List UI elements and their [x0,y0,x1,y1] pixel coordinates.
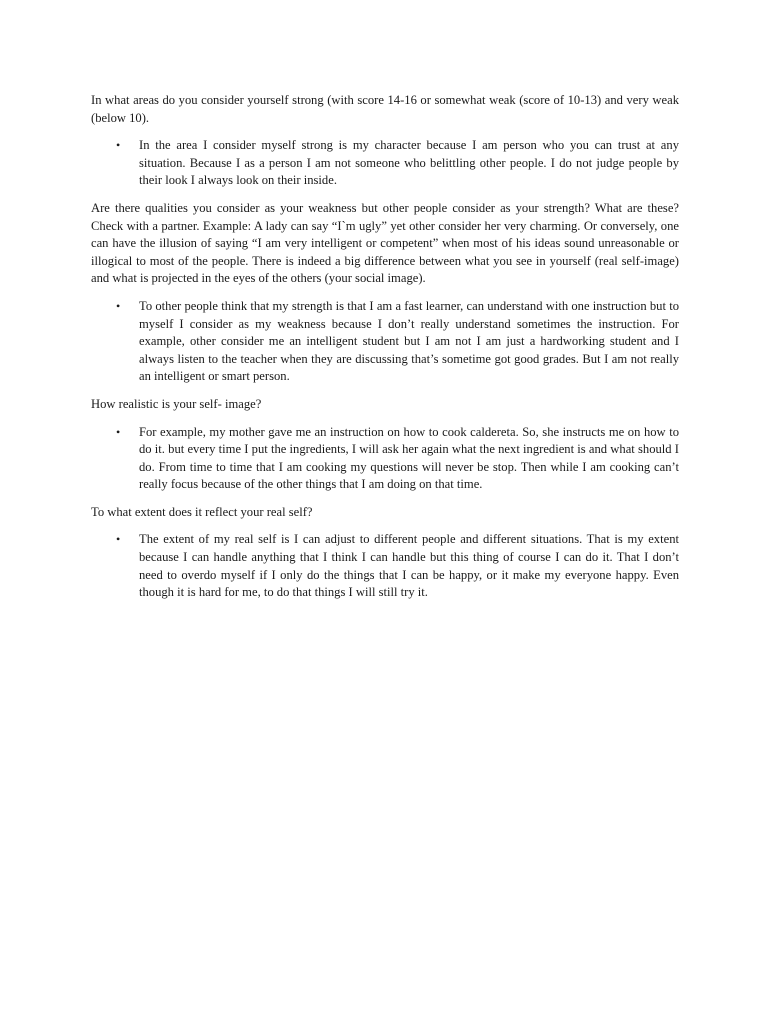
bullet-icon: • [116,298,121,313]
answer-item [91,531,679,601]
document-page [91,92,679,612]
answer-list [91,137,679,190]
answer-text: To other people think that my strength is that I am a fast learner, can understand with one instruction but to myself I consider as my weakness because I don’t really understand sometimes the instruction. For example, other consider me an intelligent student but I am not I am just a hardworking student and I always listen to the teacher when they are discussing that’s sometime got good grades. But I am not really an intelligent or smart person. [139,298,679,384]
question-paragraph: Are there qualities you consider as your weakness but other people consider as your strength? What are these? Check with a partner. Example: A lady can say “I`m ugly” yet other consider her very charming. Or conversely, one can have the illusion of saying “I am very intelligent or competent” when most of his ideas sound unreasonable or illogical to most of the people. There is indeed a big difference between what you see in yourself (real self-image) and what is projected in the eyes of the others (your social image). [91,200,679,286]
question-paragraph: How realistic is your self- image? [91,396,262,411]
answer-item [91,424,679,494]
question-paragraph: To what extent does it reflect your real self? [91,504,313,519]
answer-item [91,137,679,190]
answer-item [91,298,679,386]
answer-text: For example, my mother gave me an instruction on how to cook caldereta. So, she instructs me on how to do it. but every time I put the ingredients, I will ask her again what the next ingredient is and what should I do. From time to time that I am cooking my questions will never be stop. Then while I am cooking can’t really focus because of the other things that I am doing on that time. [139,424,679,492]
bullet-icon: • [116,424,121,439]
answer-text: In the area I consider myself strong is my character because I am person who you can trust at any situation. Because I as a person I am not someone who belittling other people. I do not judge people by their look I always look on their inside. [139,138,679,188]
bullet-icon: • [116,532,121,547]
answer-list [91,298,679,386]
answer-text: The extent of my real self is I can adjust to different people and different situations. That is my extent because I can handle anything that I think I can handle but this thing of course I can do it. That I don’t need to overdo myself if I only do the things that I can be happy, or it make my everyone happy. Even though it is hard for me, to do that things I will still try it. [139,532,679,600]
question-paragraph: In what areas do you consider yourself strong (with score 14-16 or somewhat weak (score of 10-13) and very weak (below 10). [91,93,679,125]
bullet-icon: • [116,138,121,153]
answer-list [91,424,679,494]
answer-list [91,531,679,601]
